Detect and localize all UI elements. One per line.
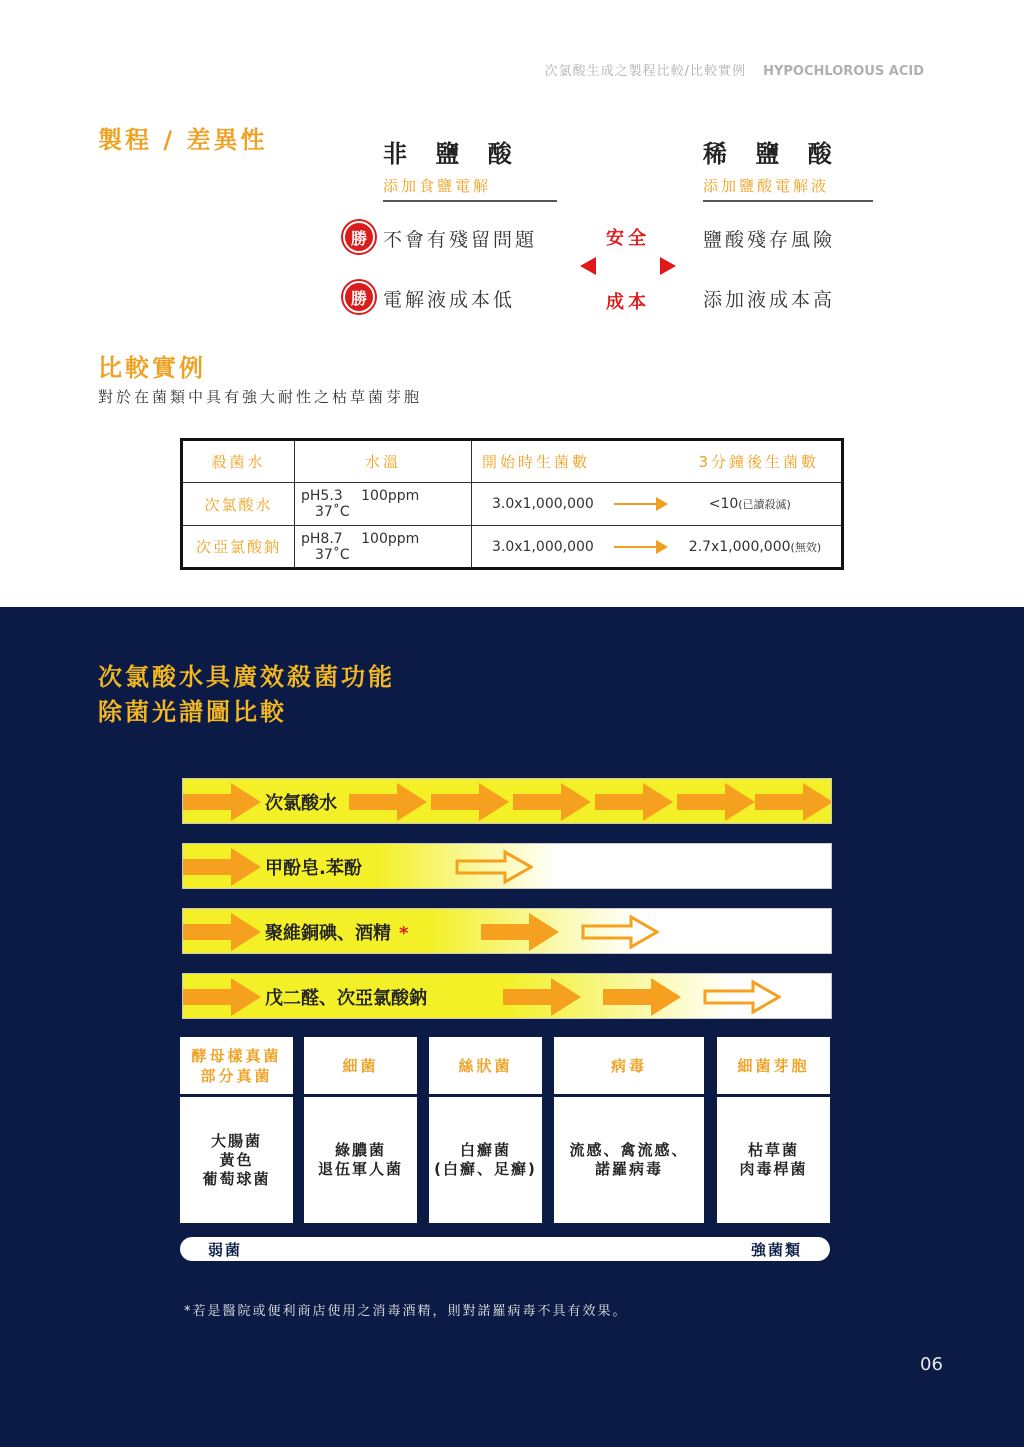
page-header xyxy=(0,60,924,79)
label-safety: 安全 xyxy=(606,228,650,249)
arrow-icon xyxy=(595,783,673,821)
category-item: 黃色 xyxy=(219,1150,254,1169)
band-label: 次氯酸水 xyxy=(265,793,337,814)
right-row-safety: 鹽酸殘存風險 xyxy=(703,229,836,251)
row-start: 3.0x1,000,000 xyxy=(492,496,594,512)
arrow-icon xyxy=(503,978,581,1016)
hollow-arrow-icon xyxy=(703,978,781,1016)
th-counts xyxy=(472,440,843,483)
left-sub: 添加食鹽電解 xyxy=(383,175,557,202)
row-conditions xyxy=(295,483,472,526)
label-cost: 成本 xyxy=(606,292,650,313)
category-body xyxy=(554,1097,704,1223)
category-item: (白癬、足癬) xyxy=(434,1160,537,1178)
scale-strong: 強菌類 xyxy=(750,1241,802,1259)
category-virus xyxy=(554,1037,704,1223)
arrow-icon xyxy=(349,783,427,821)
arrow-icon xyxy=(755,783,832,821)
spectrum-subtitle: 除菌光譜圖比較 xyxy=(98,698,287,726)
row-after: <10 xyxy=(708,496,739,512)
row-start: 3.0x1,000,000 xyxy=(492,538,594,555)
band-label: 戊二醛、次亞氯酸鈉 xyxy=(265,988,427,1009)
category-item: 白癬菌 xyxy=(459,1141,511,1159)
category-head-line: 酵母樣真菌 xyxy=(191,1046,282,1065)
arrow-icon xyxy=(183,978,261,1016)
row-counts xyxy=(472,526,843,569)
arrow-icon xyxy=(603,978,681,1016)
left-head: 非 鹽 酸 xyxy=(383,140,522,168)
row-after: 2.7x1,000,000 xyxy=(688,538,791,555)
category-item: 諾羅病毒 xyxy=(594,1160,663,1178)
category-head: 病毒 xyxy=(554,1037,704,1097)
arrow-icon xyxy=(183,783,261,821)
arrow-icon xyxy=(481,913,559,951)
arrow-icon xyxy=(183,913,261,951)
row-ph: pH5.3 xyxy=(301,488,343,504)
category-item: 葡萄球菌 xyxy=(202,1169,271,1188)
category-item: 退伍軍人菌 xyxy=(317,1160,403,1178)
category-item: 肉毒桿菌 xyxy=(739,1160,808,1178)
category-yeast xyxy=(180,1037,293,1223)
row-name: 次氯酸水 xyxy=(182,483,295,526)
band-glutaraldehyde xyxy=(182,973,832,1019)
band-label xyxy=(265,919,408,945)
category-head xyxy=(180,1037,293,1097)
category-item: 枯草菌 xyxy=(747,1141,799,1159)
category-head-line: 部分真菌 xyxy=(200,1066,273,1085)
hollow-arrow-icon xyxy=(455,848,533,886)
category-body xyxy=(180,1097,293,1223)
table-row xyxy=(182,526,843,569)
category-bacteria xyxy=(304,1037,417,1223)
arrow-icon xyxy=(183,848,261,886)
row-ppm: 100ppm xyxy=(361,530,420,547)
left-column-header xyxy=(383,134,557,202)
win-badge-icon: 勝 xyxy=(343,221,375,253)
band-label-text: 聚維銅碘、酒精 xyxy=(265,923,391,944)
category-body xyxy=(429,1097,542,1223)
table-header-row xyxy=(182,440,843,483)
band-iodine xyxy=(182,908,832,954)
right-row-cost: 添加液成本高 xyxy=(703,289,836,311)
category-head: 絲狀菌 xyxy=(429,1037,542,1097)
left-row-cost: 電解液成本低 xyxy=(383,289,516,311)
footnote: *若是醫院或便利商店使用之消毒酒精，則對諾羅病毒不具有效果。 xyxy=(184,1304,628,1319)
arrow-icon xyxy=(431,783,509,821)
arrow-icon xyxy=(513,783,591,821)
category-body xyxy=(717,1097,830,1223)
row-name: 次亞氯酸鈉 xyxy=(182,526,295,569)
right-column-header xyxy=(703,134,873,202)
header-en: HYPOCHLOROUS ACID xyxy=(763,64,924,79)
table-row xyxy=(182,483,843,526)
hollow-arrow-icon xyxy=(581,913,659,951)
right-sub: 添加鹽酸電解液 xyxy=(703,175,873,202)
th-after-count: 3分鐘後生菌數 xyxy=(698,453,819,471)
row-note: (無效) xyxy=(790,540,822,554)
row-counts xyxy=(472,483,843,526)
category-spores xyxy=(717,1037,830,1223)
band-hypochlorous xyxy=(182,778,832,824)
win-badge-icon: 勝 xyxy=(343,281,375,313)
header-zh: 次氯酸生成之製程比較/比較實例 xyxy=(544,64,746,79)
strength-scale xyxy=(180,1237,830,1261)
example-title: 比較實例 xyxy=(98,354,206,382)
th-temp: 水溫 xyxy=(295,440,472,483)
page-number: 06 xyxy=(920,1354,943,1375)
row-ph: pH8.7 xyxy=(301,530,343,547)
th-start-count: 開始時生菌數 xyxy=(482,453,591,471)
footnote-star: * xyxy=(399,923,409,944)
row-ppm: 100ppm xyxy=(361,488,420,504)
process-title: 製程 / 差異性 xyxy=(98,126,268,154)
row-temp: 37˚C xyxy=(315,546,350,563)
arrow-right-icon xyxy=(614,546,664,548)
category-item: 綠膿菌 xyxy=(334,1141,386,1159)
spectrum-title: 次氯酸水具廣效殺菌功能 xyxy=(98,663,395,691)
band-label: 甲酚皂.苯酚 xyxy=(265,858,362,879)
comparison-table xyxy=(180,438,844,570)
left-row-safety: 不會有殘留問題 xyxy=(383,229,538,251)
row-temp: 37˚C xyxy=(315,504,350,520)
category-body xyxy=(304,1097,417,1223)
row-conditions xyxy=(295,526,472,569)
spectrum-section xyxy=(0,607,1024,1447)
right-head: 稀 鹽 酸 xyxy=(703,140,842,168)
category-item: 流感、禽流感、 xyxy=(569,1141,689,1159)
row-note: (已讀殺滅) xyxy=(738,498,791,511)
category-head: 細菌芽胞 xyxy=(717,1037,830,1097)
arrow-icon xyxy=(677,783,755,821)
arrow-left-icon xyxy=(580,257,596,275)
category-item: 大腸菌 xyxy=(210,1131,262,1150)
example-description: 對於在菌類中具有強大耐性之枯草菌芽胞 xyxy=(98,388,423,406)
arrow-right-icon xyxy=(660,257,676,275)
th-water: 殺菌水 xyxy=(182,440,295,483)
category-filamentous xyxy=(429,1037,542,1223)
band-cresol xyxy=(182,843,832,889)
scale-weak: 弱菌 xyxy=(208,1241,243,1259)
arrow-right-icon xyxy=(614,503,664,505)
category-head: 細菌 xyxy=(304,1037,417,1097)
